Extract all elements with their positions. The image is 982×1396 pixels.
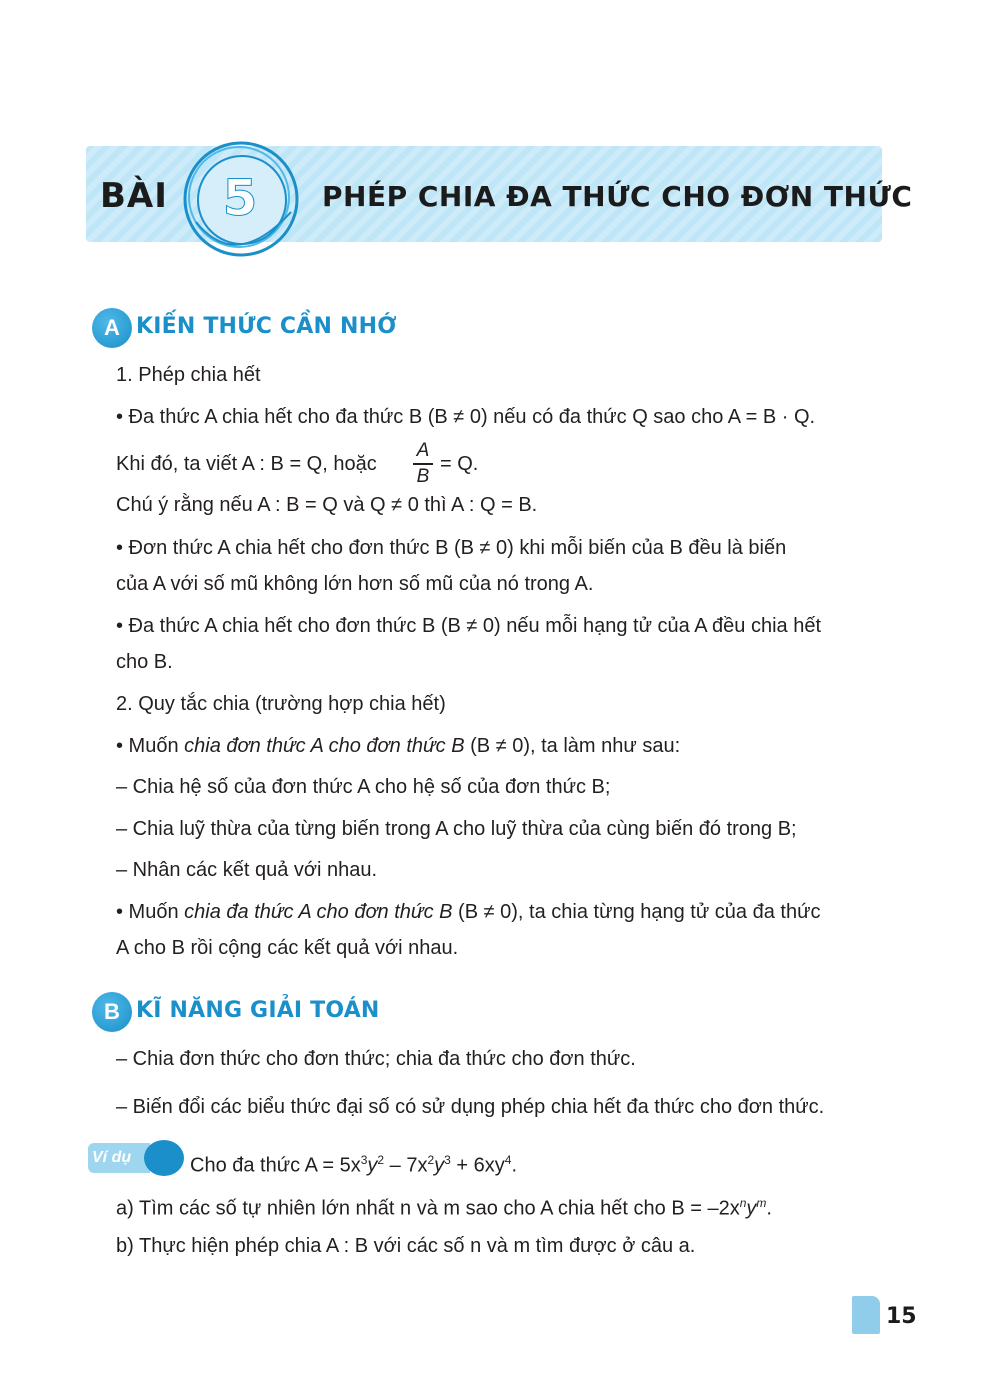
note-line: Chú ý rằng nếu A : B = Q và Q ≠ 0 thì A : Q = B. (116, 494, 538, 516)
fraction-equals-q: = Q. (440, 453, 479, 475)
var-y: y (434, 1154, 445, 1177)
text-part: + 6xy (450, 1154, 505, 1177)
lesson-label: BÀI (100, 176, 168, 216)
bullet-rule-monomial (116, 733, 680, 759)
section-b-badge: B (92, 992, 132, 1032)
question-a (116, 1190, 772, 1222)
page-number: 15 (886, 1304, 917, 1329)
exponent: 3 (360, 1153, 368, 1167)
text-part: . (766, 1197, 772, 1220)
fraction-numerator: A (416, 440, 430, 461)
exponent: 3 (444, 1153, 451, 1167)
section-a-title: KIẾN THỨC CẦN NHỚ (136, 314, 397, 339)
skill-line-2: – Biến đổi các biểu thức đại số có sử dụng phép chia hết đa thức cho đơn thức. (116, 1096, 825, 1118)
text-italic: chia đa thức A cho đơn thức B (184, 901, 453, 923)
section-a-badge: A (92, 308, 132, 348)
step-powers: – Chia luỹ thừa của từng biến trong A cho luỹ thừa của cùng biến đó trong B; (116, 818, 797, 840)
bullet-rule-polynomial (116, 899, 820, 925)
fraction-bar (413, 463, 433, 465)
text-part: . (511, 1154, 518, 1177)
text-prefix: • Muốn (116, 901, 185, 923)
bullet-polynomial-by-monomial-1: • Đa thức A chia hết cho đơn thức B (B ≠ 0) nếu mỗi hạng tử của A đều chia hết (116, 615, 821, 637)
notation-line: Khi đó, ta viết A : B = Q, hoặc (116, 453, 377, 475)
exponent: 2 (427, 1153, 435, 1167)
example-intro (190, 1147, 517, 1179)
fraction-denominator: B (416, 465, 430, 487)
exponent: m (756, 1196, 767, 1210)
question-b: b) Thực hiện phép chia A : B với các số n và m tìm được ở câu a. (116, 1235, 696, 1257)
bullet-monomial-divisible-2: của A với số mũ không lớn hơn số mũ của nó trong A. (116, 573, 594, 595)
heading-division: 1. Phép chia hết (116, 364, 261, 386)
bullet-monomial-divisible-1: • Đơn thức A chia hết cho đơn thức B (B ≠ 0) khi mỗi biến của B đều là biến (116, 537, 787, 559)
example-tag: Ví dụ (88, 1143, 150, 1173)
heading-rule: 2. Quy tắc chia (trường hợp chia hết) (116, 693, 446, 715)
text-part: Cho đa thức A = 5x (190, 1154, 361, 1177)
text-prefix: • Muốn (116, 735, 185, 757)
text-suffix: (B ≠ 0), ta chia từng hạng tử của đa thức (452, 901, 821, 923)
section-b-title: KĨ NĂNG GIẢI TOÁN (136, 998, 380, 1023)
text-part: a) Tìm các số tự nhiên lớn nhất n và m sao cho A chia hết cho B = –2x (116, 1197, 740, 1220)
fraction-a-over-b (413, 440, 433, 488)
lesson-title: PHÉP CHIA ĐA THỨC CHO ĐƠN THỨC (322, 180, 913, 213)
text-italic: chia đơn thức A cho đơn thức B (184, 735, 465, 757)
skill-line-1: – Chia đơn thức cho đơn thức; chia đa thức cho đơn thức. (116, 1048, 636, 1070)
var-y: y (367, 1154, 378, 1177)
bullet-polynomial-by-monomial-2: cho B. (116, 651, 173, 673)
exponent: 4 (504, 1153, 512, 1167)
exponent: n (739, 1196, 747, 1210)
step-multiply: – Nhân các kết quả với nhau. (116, 859, 378, 881)
bullet-divisible-polynomial: • Đa thức A chia hết cho đa thức B (B ≠ 0) nếu có đa thức Q sao cho A = B · Q. (116, 406, 816, 428)
lesson-number: 5 (222, 169, 258, 227)
bullet-rule-polynomial-2: A cho B rồi cộng các kết quả với nhau. (116, 937, 459, 959)
example-dot-icon (144, 1140, 184, 1176)
text-suffix: (B ≠ 0), ta làm như sau: (464, 735, 681, 757)
text-part: – 7x (384, 1154, 428, 1177)
page-tab-icon (852, 1296, 880, 1334)
exponent: 2 (377, 1153, 385, 1167)
step-coefficients: – Chia hệ số của đơn thức A cho hệ số của đơn thức B; (116, 776, 611, 798)
var-y: y (746, 1197, 757, 1220)
